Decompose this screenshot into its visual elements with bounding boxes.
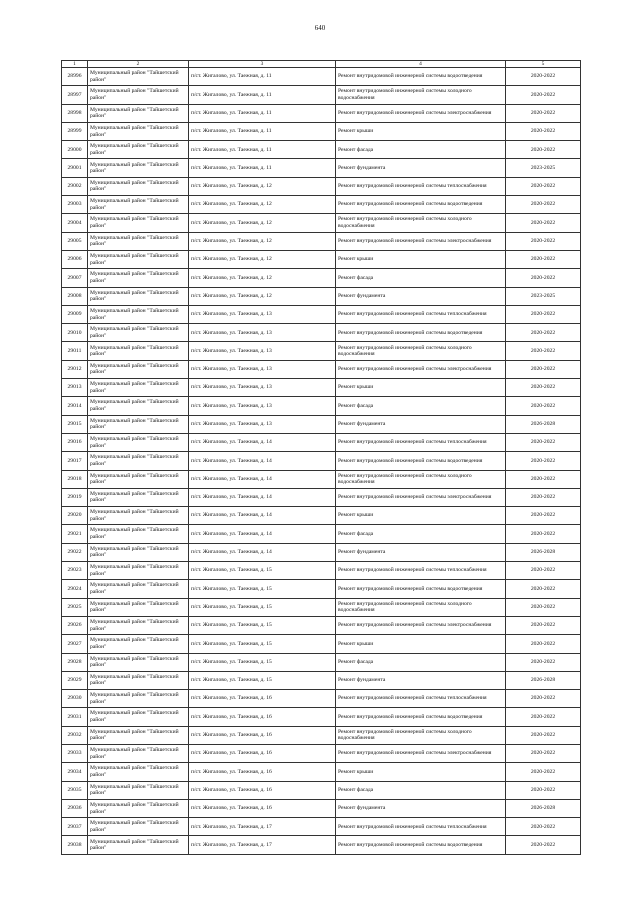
work-type-cell: Ремонт внутридомовой инженерной системы водоотведения (336, 68, 506, 86)
address-cell: п/ст. Жигалово, ул. Таежная, д. 13 (189, 397, 336, 415)
work-type-cell: Ремонт внутридомовой инженерной системы электроснабжения (336, 104, 506, 122)
address-cell: п/ст. Жигалово, ул. Таежная, д. 14 (189, 452, 336, 470)
district-cell: Муниципальный район "Тайшетский район" (88, 433, 189, 451)
row-number-cell: 29014 (62, 397, 88, 415)
period-cell: 2020-2022 (506, 580, 581, 598)
work-type-cell: Ремонт внутридомовой инженерной системы водоотведения (336, 196, 506, 214)
period-cell: 2020-2022 (506, 397, 581, 415)
registry-table (61, 60, 581, 855)
period-cell: 2020-2022 (506, 360, 581, 378)
district-cell: Муниципальный район "Тайшетский район" (88, 525, 189, 543)
address-cell: п/ст. Жигалово, ул. Таежная, д. 16 (189, 708, 336, 726)
district-cell: Муниципальный район "Тайшетский район" (88, 598, 189, 616)
district-cell: Муниципальный район "Тайшетский район" (88, 305, 189, 323)
period-cell: 2020-2022 (506, 708, 581, 726)
address-cell: п/ст. Жигалово, ул. Таежная, д. 15 (189, 671, 336, 689)
table-row (62, 196, 581, 214)
table-row (62, 818, 581, 836)
district-cell: Муниципальный район "Тайшетский район" (88, 342, 189, 360)
table-row (62, 360, 581, 378)
address-cell: п/ст. Жигалово, ул. Таежная, д. 12 (189, 196, 336, 214)
column-number: 1 (62, 61, 88, 68)
work-type-cell: Ремонт внутридомовой инженерной системы электроснабжения (336, 616, 506, 634)
row-number-cell: 29020 (62, 507, 88, 525)
registry-body (62, 61, 581, 855)
table-row (62, 507, 581, 525)
address-cell: п/ст. Жигалово, ул. Таежная, д. 17 (189, 836, 336, 854)
address-cell: п/ст. Жигалово, ул. Таежная, д. 13 (189, 360, 336, 378)
period-cell: 2020-2022 (506, 690, 581, 708)
row-number-cell: 29032 (62, 726, 88, 744)
table-row (62, 708, 581, 726)
table-row (62, 324, 581, 342)
row-number-cell: 29037 (62, 818, 88, 836)
period-cell: 2020-2022 (506, 433, 581, 451)
row-number-cell: 29021 (62, 525, 88, 543)
row-number-cell: 29026 (62, 616, 88, 634)
row-number-cell: 29000 (62, 141, 88, 159)
table-row (62, 836, 581, 854)
district-cell: Муниципальный район "Тайшетский район" (88, 86, 189, 104)
period-cell: 2020-2022 (506, 507, 581, 525)
district-cell: Муниципальный район "Тайшетский район" (88, 68, 189, 86)
period-cell: 2023-2025 (506, 159, 581, 177)
address-cell: п/ст. Жигалово, ул. Таежная, д. 13 (189, 305, 336, 323)
period-cell: 2020-2022 (506, 525, 581, 543)
period-cell: 2020-2022 (506, 726, 581, 744)
district-cell: Муниципальный район "Тайшетский район" (88, 653, 189, 671)
row-number-cell: 29025 (62, 598, 88, 616)
table-row (62, 452, 581, 470)
column-number: 2 (88, 61, 189, 68)
row-number-cell: 29015 (62, 415, 88, 433)
address-cell: п/ст. Жигалово, ул. Таежная, д. 12 (189, 250, 336, 268)
table-row (62, 232, 581, 250)
row-number-cell: 29033 (62, 744, 88, 762)
table-row (62, 470, 581, 488)
table-row (62, 214, 581, 232)
row-number-cell: 29029 (62, 671, 88, 689)
work-type-cell: Ремонт фундамента (336, 415, 506, 433)
period-cell: 2020-2022 (506, 141, 581, 159)
district-cell: Муниципальный район "Тайшетский район" (88, 635, 189, 653)
work-type-cell: Ремонт внутридомовой инженерной системы водоотведения (336, 580, 506, 598)
period-cell: 2020-2022 (506, 452, 581, 470)
district-cell: Муниципальный район "Тайшетский район" (88, 452, 189, 470)
address-cell: п/ст. Жигалово, ул. Таежная, д. 12 (189, 287, 336, 305)
address-cell: п/ст. Жигалово, ул. Таежная, д. 16 (189, 799, 336, 817)
table-row (62, 781, 581, 799)
work-type-cell: Ремонт крыши (336, 507, 506, 525)
period-cell: 2026-2028 (506, 543, 581, 561)
row-number-cell: 28996 (62, 68, 88, 86)
table-row (62, 671, 581, 689)
row-number-cell: 29036 (62, 799, 88, 817)
district-cell: Муниципальный район "Тайшетский район" (88, 744, 189, 762)
work-type-cell: Ремонт внутридомовой инженерной системы электроснабжения (336, 232, 506, 250)
address-cell: п/ст. Жигалово, ул. Таежная, д. 11 (189, 104, 336, 122)
column-number: 3 (189, 61, 336, 68)
work-type-cell: Ремонт фундамента (336, 287, 506, 305)
period-cell: 2020-2022 (506, 488, 581, 506)
table-row (62, 726, 581, 744)
period-cell: 2020-2022 (506, 214, 581, 232)
row-number-cell: 29035 (62, 781, 88, 799)
period-cell: 2020-2022 (506, 232, 581, 250)
row-number-cell: 29024 (62, 580, 88, 598)
district-cell: Муниципальный район "Тайшетский район" (88, 324, 189, 342)
row-number-cell: 29010 (62, 324, 88, 342)
district-cell: Муниципальный район "Тайшетский район" (88, 177, 189, 195)
district-cell: Муниципальный район "Тайшетский район" (88, 415, 189, 433)
address-cell: п/ст. Жигалово, ул. Таежная, д. 15 (189, 635, 336, 653)
table-row (62, 177, 581, 195)
address-cell: п/ст. Жигалово, ул. Таежная, д. 16 (189, 744, 336, 762)
row-number-cell: 29013 (62, 379, 88, 397)
row-number-cell: 29031 (62, 708, 88, 726)
table-row (62, 122, 581, 140)
table-row (62, 562, 581, 580)
row-number-cell: 29007 (62, 269, 88, 287)
table-row (62, 269, 581, 287)
period-cell: 2020-2022 (506, 470, 581, 488)
district-cell: Муниципальный район "Тайшетский район" (88, 562, 189, 580)
work-type-cell: Ремонт фундамента (336, 543, 506, 561)
district-cell: Муниципальный район "Тайшетский район" (88, 799, 189, 817)
work-type-cell: Ремонт внутридомовой инженерной системы теплоснабжения (336, 177, 506, 195)
work-type-cell: Ремонт внутридомовой инженерной системы водоотведения (336, 452, 506, 470)
work-type-cell: Ремонт фасада (336, 781, 506, 799)
district-cell: Муниципальный район "Тайшетский район" (88, 141, 189, 159)
table-row (62, 159, 581, 177)
work-type-cell: Ремонт внутридомовой инженерной системы теплоснабжения (336, 433, 506, 451)
district-cell: Муниципальный район "Тайшетский район" (88, 196, 189, 214)
page-number: 640 (314, 24, 326, 32)
district-cell: Муниципальный район "Тайшетский район" (88, 488, 189, 506)
table-row (62, 799, 581, 817)
work-type-cell: Ремонт фундамента (336, 159, 506, 177)
work-type-cell: Ремонт внутридомовой инженерной системы теплоснабжения (336, 818, 506, 836)
row-number-cell: 29011 (62, 342, 88, 360)
address-cell: п/ст. Жигалово, ул. Таежная, д. 15 (189, 598, 336, 616)
period-cell: 2020-2022 (506, 616, 581, 634)
table-row (62, 598, 581, 616)
address-cell: п/ст. Жигалово, ул. Таежная, д. 17 (189, 818, 336, 836)
row-number-cell: 29017 (62, 452, 88, 470)
address-cell: п/ст. Жигалово, ул. Таежная, д. 11 (189, 68, 336, 86)
address-cell: п/ст. Жигалово, ул. Таежная, д. 14 (189, 543, 336, 561)
table-row (62, 616, 581, 634)
address-cell: п/ст. Жигалово, ул. Таежная, д. 13 (189, 324, 336, 342)
district-cell: Муниципальный район "Тайшетский район" (88, 836, 189, 854)
period-cell: 2020-2022 (506, 781, 581, 799)
work-type-cell: Ремонт внутридомовой инженерной системы теплоснабжения (336, 690, 506, 708)
table-row (62, 433, 581, 451)
table-row (62, 86, 581, 104)
district-cell: Муниципальный район "Тайшетский район" (88, 269, 189, 287)
table-row (62, 305, 581, 323)
address-cell: п/ст. Жигалово, ул. Таежная, д. 16 (189, 726, 336, 744)
address-cell: п/ст. Жигалово, ул. Таежная, д. 11 (189, 122, 336, 140)
row-number-cell: 29002 (62, 177, 88, 195)
address-cell: п/ст. Жигалово, ул. Таежная, д. 14 (189, 488, 336, 506)
address-cell: п/ст. Жигалово, ул. Таежная, д. 11 (189, 141, 336, 159)
district-cell: Муниципальный район "Тайшетский район" (88, 726, 189, 744)
district-cell: Муниципальный район "Тайшетский район" (88, 104, 189, 122)
period-cell: 2020-2022 (506, 653, 581, 671)
district-cell: Муниципальный район "Тайшетский район" (88, 543, 189, 561)
table-row (62, 287, 581, 305)
row-number-cell: 29023 (62, 562, 88, 580)
row-number-cell: 29038 (62, 836, 88, 854)
period-cell: 2020-2022 (506, 763, 581, 781)
row-number-cell: 29027 (62, 635, 88, 653)
address-cell: п/ст. Жигалово, ул. Таежная, д. 15 (189, 653, 336, 671)
period-cell: 2020-2022 (506, 342, 581, 360)
work-type-cell: Ремонт внутридомовой инженерной системы теплоснабжения (336, 305, 506, 323)
table-row (62, 635, 581, 653)
work-type-cell: Ремонт внутридомовой инженерной системы теплоснабжения (336, 562, 506, 580)
table-row (62, 488, 581, 506)
table-row (62, 397, 581, 415)
table-row (62, 342, 581, 360)
address-cell: п/ст. Жигалово, ул. Таежная, д. 13 (189, 342, 336, 360)
address-cell: п/ст. Жигалово, ул. Таежная, д. 12 (189, 214, 336, 232)
table-row (62, 525, 581, 543)
address-cell: п/ст. Жигалово, ул. Таежная, д. 16 (189, 690, 336, 708)
district-cell: Муниципальный район "Тайшетский район" (88, 580, 189, 598)
period-cell: 2020-2022 (506, 305, 581, 323)
address-cell: п/ст. Жигалово, ул. Таежная, д. 14 (189, 507, 336, 525)
district-cell: Муниципальный район "Тайшетский район" (88, 397, 189, 415)
address-cell: п/ст. Жигалово, ул. Таежная, д. 15 (189, 616, 336, 634)
district-cell: Муниципальный район "Тайшетский район" (88, 507, 189, 525)
work-type-cell: Ремонт фундамента (336, 799, 506, 817)
work-type-cell: Ремонт крыши (336, 379, 506, 397)
table-row (62, 141, 581, 159)
address-cell: п/ст. Жигалово, ул. Таежная, д. 11 (189, 86, 336, 104)
district-cell: Муниципальный район "Тайшетский район" (88, 360, 189, 378)
work-type-cell: Ремонт внутридомовой инженерной системы водоотведения (336, 708, 506, 726)
address-cell: п/ст. Жигалово, ул. Таежная, д. 14 (189, 433, 336, 451)
table-row (62, 104, 581, 122)
district-cell: Муниципальный район "Тайшетский район" (88, 287, 189, 305)
district-cell: Муниципальный район "Тайшетский район" (88, 781, 189, 799)
row-number-cell: 29001 (62, 159, 88, 177)
work-type-cell: Ремонт крыши (336, 250, 506, 268)
period-cell: 2023-2025 (506, 287, 581, 305)
row-number-cell: 29030 (62, 690, 88, 708)
period-cell: 2020-2022 (506, 324, 581, 342)
table-row (62, 543, 581, 561)
table-row (62, 250, 581, 268)
table-row (62, 379, 581, 397)
district-cell: Муниципальный район "Тайшетский район" (88, 708, 189, 726)
period-cell: 2020-2022 (506, 744, 581, 762)
work-type-cell: Ремонт фасада (336, 653, 506, 671)
work-type-cell: Ремонт внутридомовой инженерной системы электроснабжения (336, 360, 506, 378)
work-type-cell: Ремонт внутридомовой инженерной системы холодного водоснабжения (336, 470, 506, 488)
address-cell: п/ст. Жигалово, ул. Таежная, д. 12 (189, 232, 336, 250)
district-cell: Муниципальный район "Тайшетский район" (88, 379, 189, 397)
table-row (62, 763, 581, 781)
address-cell: п/ст. Жигалово, ул. Таежная, д. 11 (189, 159, 336, 177)
district-cell: Муниципальный район "Тайшетский район" (88, 763, 189, 781)
work-type-cell: Ремонт внутридомовой инженерной системы электроснабжения (336, 488, 506, 506)
address-cell: п/ст. Жигалово, ул. Таежная, д. 16 (189, 763, 336, 781)
address-cell: п/ст. Жигалово, ул. Таежная, д. 14 (189, 470, 336, 488)
work-type-cell: Ремонт внутридомовой инженерной системы холодного водоснабжения (336, 726, 506, 744)
address-cell: п/ст. Жигалово, ул. Таежная, д. 13 (189, 379, 336, 397)
table-row (62, 68, 581, 86)
address-cell: п/ст. Жигалово, ул. Таежная, д. 12 (189, 269, 336, 287)
period-cell: 2020-2022 (506, 562, 581, 580)
district-cell: Муниципальный район "Тайшетский район" (88, 671, 189, 689)
period-cell: 2020-2022 (506, 177, 581, 195)
address-cell: п/ст. Жигалово, ул. Таежная, д. 15 (189, 580, 336, 598)
period-cell: 2020-2022 (506, 818, 581, 836)
work-type-cell: Ремонт фасада (336, 141, 506, 159)
work-type-cell: Ремонт внутридомовой инженерной системы холодного водоснабжения (336, 86, 506, 104)
row-number-cell: 29004 (62, 214, 88, 232)
table-row (62, 690, 581, 708)
address-cell: п/ст. Жигалово, ул. Таежная, д. 16 (189, 781, 336, 799)
work-type-cell: Ремонт фасада (336, 269, 506, 287)
table-row (62, 653, 581, 671)
period-cell: 2020-2022 (506, 598, 581, 616)
district-cell: Муниципальный район "Тайшетский район" (88, 250, 189, 268)
work-type-cell: Ремонт фундамента (336, 671, 506, 689)
period-cell: 2020-2022 (506, 122, 581, 140)
address-cell: п/ст. Жигалово, ул. Таежная, д. 15 (189, 562, 336, 580)
period-cell: 2026-2028 (506, 799, 581, 817)
address-cell: п/ст. Жигалово, ул. Таежная, д. 14 (189, 525, 336, 543)
row-number-cell: 29028 (62, 653, 88, 671)
work-type-cell: Ремонт фасада (336, 525, 506, 543)
work-type-cell: Ремонт крыши (336, 122, 506, 140)
row-number-cell: 29008 (62, 287, 88, 305)
row-number-cell: 28998 (62, 104, 88, 122)
work-type-cell: Ремонт внутридомовой инженерной системы электроснабжения (336, 744, 506, 762)
work-type-cell: Ремонт внутридомовой инженерной системы водоотведения (336, 324, 506, 342)
work-type-cell: Ремонт внутридомовой инженерной системы холодного водоснабжения (336, 342, 506, 360)
table-row (62, 744, 581, 762)
row-number-cell: 28999 (62, 122, 88, 140)
district-cell: Муниципальный район "Тайшетский район" (88, 159, 189, 177)
row-number-cell: 29005 (62, 232, 88, 250)
work-type-cell: Ремонт внутридомовой инженерной системы холодного водоснабжения (336, 598, 506, 616)
table-row (62, 415, 581, 433)
district-cell: Муниципальный район "Тайшетский район" (88, 690, 189, 708)
column-number: 4 (336, 61, 506, 68)
column-number: 5 (506, 61, 581, 68)
address-cell: п/ст. Жигалово, ул. Таежная, д. 13 (189, 415, 336, 433)
row-number-cell: 29022 (62, 543, 88, 561)
row-number-cell: 28997 (62, 86, 88, 104)
district-cell: Муниципальный район "Тайшетский район" (88, 232, 189, 250)
work-type-cell: Ремонт внутридомовой инженерной системы водоотведения (336, 836, 506, 854)
period-cell: 2020-2022 (506, 196, 581, 214)
period-cell: 2020-2022 (506, 86, 581, 104)
row-number-cell: 29006 (62, 250, 88, 268)
table-row (62, 580, 581, 598)
row-number-cell: 29003 (62, 196, 88, 214)
district-cell: Муниципальный район "Тайшетский район" (88, 214, 189, 232)
period-cell: 2020-2022 (506, 269, 581, 287)
period-cell: 2020-2022 (506, 379, 581, 397)
district-cell: Муниципальный район "Тайшетский район" (88, 470, 189, 488)
period-cell: 2026-2028 (506, 671, 581, 689)
district-cell: Муниципальный район "Тайшетский район" (88, 122, 189, 140)
row-number-cell: 29012 (62, 360, 88, 378)
district-cell: Муниципальный район "Тайшетский район" (88, 818, 189, 836)
column-number-row (62, 61, 581, 68)
period-cell: 2020-2022 (506, 635, 581, 653)
period-cell: 2020-2022 (506, 104, 581, 122)
district-cell: Муниципальный район "Тайшетский район" (88, 616, 189, 634)
row-number-cell: 29018 (62, 470, 88, 488)
row-number-cell: 29034 (62, 763, 88, 781)
row-number-cell: 29009 (62, 305, 88, 323)
work-type-cell: Ремонт крыши (336, 763, 506, 781)
row-number-cell: 29016 (62, 433, 88, 451)
work-type-cell: Ремонт крыши (336, 635, 506, 653)
period-cell: 2020-2022 (506, 836, 581, 854)
period-cell: 2020-2022 (506, 250, 581, 268)
period-cell: 2020-2022 (506, 68, 581, 86)
address-cell: п/ст. Жигалово, ул. Таежная, д. 12 (189, 177, 336, 195)
row-number-cell: 29019 (62, 488, 88, 506)
work-type-cell: Ремонт фасада (336, 397, 506, 415)
period-cell: 2026-2028 (506, 415, 581, 433)
work-type-cell: Ремонт внутридомовой инженерной системы холодного водоснабжения (336, 214, 506, 232)
